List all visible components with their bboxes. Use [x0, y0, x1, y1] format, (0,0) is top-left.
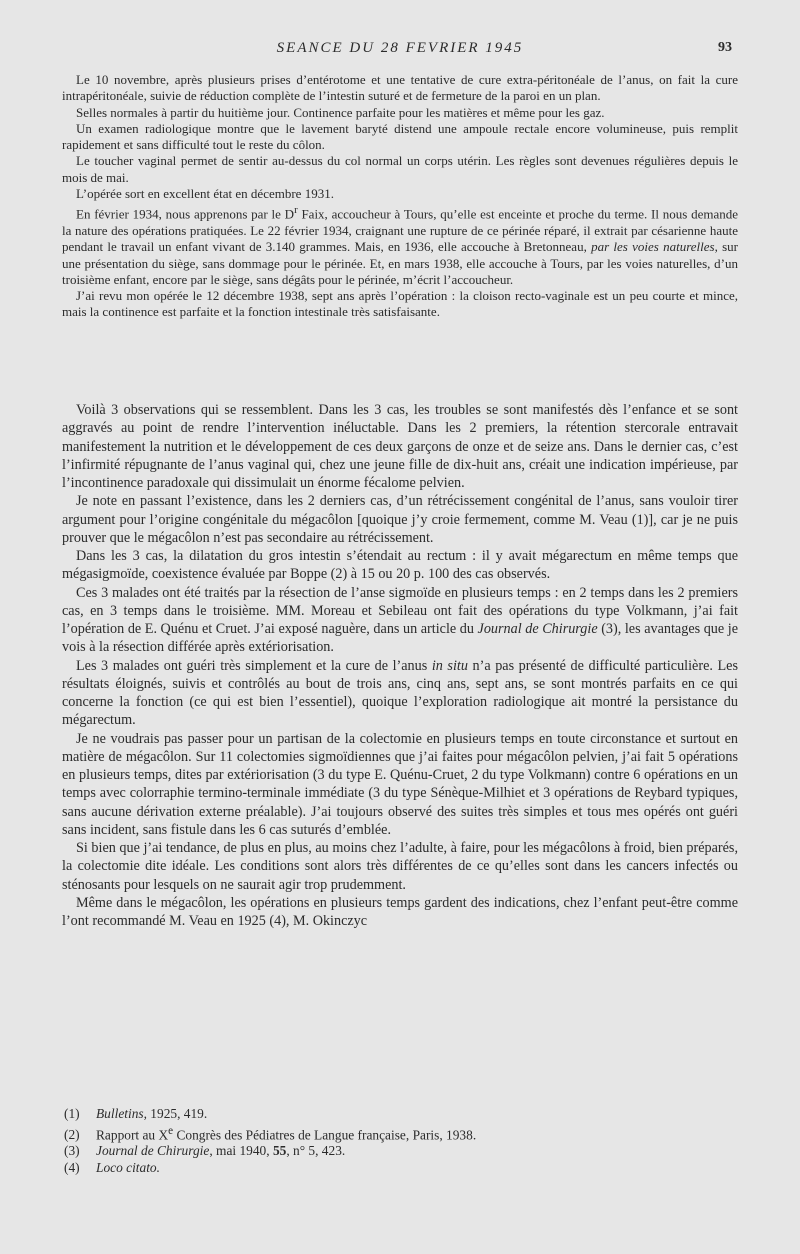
paragraph: Je ne voudrais pas passer pour un partisan de la colectomie en plusieurs temps en toute circonstance et surtout en matière de mégacôlon. Sur 11 colectomies sigmoïdiennes que j’ai faites pour mégacôlon pelvien, j’ai fait 5 opérations en plusieurs temps, dites par extériorisation (3 du type E. Quénu-Cruet, 2 du type Volkmann) contre 6 opérations en un temps avec colorraphie termino-terminale immédiate (3 du type Sénèque-Milhiet et 3 opérations de Reybard typiques, sans aucune dérivation externe préalable). J’ai toujours observé des suites très simples et tous mes opérés ont guéri sans incident, sans fistule dans les 6 cas suturés d’emblée. [62, 730, 738, 838]
paragraph: L’opérée sort en excellent état en décembre 1931. [76, 186, 334, 202]
paragraph: Je note en passant l’existence, dans les 2 derniers cas, d’un rétrécissement congénital de l’anus, sans vouloir tirer argument pour l’origine congénitale du mégacôlon [quoique j’y croie fermement, comme M. Veau (1)], car je ne puis prouver que le mégacôlon n’est pas secondaire au rétrécissement. [62, 493, 738, 546]
paragraph: Dans les 3 cas, la dilatation du gros intestin s’étendait au rectum : il y avait mégarectum en même temps que mégasigmoïde, coexistence évaluée par Boppe (2) à 15 ou 20 p. 100 des cas observés. [62, 548, 738, 583]
discussion-block [62, 401, 738, 930]
paragraph: Un examen radiologique montre que le lavement baryté distend une ampoule rectale encore volumineuse, puis remplit rapidement et sans difficulté tout le reste du côlon. [62, 120, 738, 153]
paragraph: Les 3 malades ont guéri très simplement et la cure de l’anus in situ n’a pas présenté de difficulté particulière. Les résultats éloignés, suivis et contrôlés au bout de trois ans, cinq ans, sept ans, se sont montrés parfaits en ce qui concerne la fonction (ce qui est bien l’essentiel), quoique l’exploration radiologique ait montré la persistance du mégarectum. [62, 657, 738, 729]
paragraph: Selles normales à partir du huitième jour. Continence parfaite pour les matières et même pour les gaz. [76, 104, 605, 120]
paragraph: J’ai revu mon opérée le 12 décembre 1938, sept ans après l’opération : la cloison recto-vaginale est un peu courte et mince, mais la continence est parfaite et la fonction intestinale très satisfaisante. [62, 288, 738, 320]
footnote: (1) Bulletins, 1925, 419. [64, 1106, 208, 1121]
paragraph: Le toucher vaginal permet de sentir au-dessus du col normal un corps utérin. Les règles sont devenues régulières depuis le mois de mai. [62, 153, 738, 185]
paragraph: Voilà 3 observations qui se ressemblent. Dans les 3 cas, les troubles se sont manifestés dès l’enfance et se sont aggravés au point de rendre l’intervention inéluctable. Dans les 2 premiers, la rétention stercorale entravait manifestement la nutrition et le développement de ces deux garçons de onze et de seize ans. Dans le dernier cas, c’est l’infirmité répugnante de l’anus vaginal qui, chez une jeune fille de dix-huit ans, créait une indication impérieuse, par l’incontinence paradoxale qui dissimulait un énorme fécalome pelvien. [62, 402, 738, 491]
paragraph: Même dans le mégacôlon, les opérations en plusieurs temps gardent des indications, chez l’enfant peut-être comme l’ont recommandé M. Veau en 1925 (4), M. Okinczyc [62, 894, 738, 929]
paragraph: Ces 3 malades ont été traités par la résection de l’anse sigmoïde en plusieurs temps : en 2 temps dans les 2 premiers cas, en 3 temps dans le troisième. MM. Moreau et Sebileau ont fait des opérations du type Volkmann, j’ai fait l’opération de E. Quénu et Cruet. J’ai exposé naguère, dans un article du Journal de Chirurgie (3), les avantages que je vois à la résection différée après extériorisation. [62, 584, 738, 656]
page-header [70, 40, 730, 64]
paragraph: En février 1934, nous apprenons par le $D^r$ Faix, accoucheur à Tours, qu’elle est enceinte et proche du terme. Il nous demande la nature des opérations pratiquées. Le 22 février 1934, craignant une rupture de ce périnée réparé, il extrait par césarienne haute pendant le travail un enfant vivant de 3.140 grammes. Mais, en 1936, elle accouche à Bretonneau, par les voies naturelles, sur une présentation du siège, sans dommage pour le périnée. Et, en mars 1938, elle accouche à Tours, par les voies naturelles, d’un troisième enfant, encore par le siège, sans dégâts pour le périnée, m’écrit l’accoucheur. [62, 204, 739, 287]
page-number: 93 [718, 40, 732, 55]
footnote: (4) Loco citato. [64, 1159, 160, 1175]
footnote: (3) Journal de Chirurgie, mai 1940, 55, n° 5, 423. [64, 1143, 346, 1159]
footnote: (2) Rapport au Xe Congrès des Pédiatres de Langue française, Paris, 1938. [64, 1124, 477, 1142]
paragraph: Si bien que j’ai tendance, de plus en plus, au moins chez l’adulte, à faire, pour les mégacôlons à froid, bien préparés, la colectomie dite idéale. Les conditions sont alors très différentes de ce qu’elles sont dans les cancers infectés ou sténosants pour lesquels on ne saurait agir trop prudemment. [62, 840, 738, 893]
running-title: SEANCE DU 28 FEVRIER 1945 [276, 40, 524, 56]
footnotes [64, 1106, 740, 1176]
paragraph: Le 10 novembre, après plusieurs prises d’entérotome et une tentative de cure extra-péritonéale de l’anus, on fait la cure intrapéritonéale, suivie de réduction complète de l’intestin suturé et de fermeture de la paroi en un plan. [62, 72, 738, 104]
case-report-block [62, 72, 738, 321]
